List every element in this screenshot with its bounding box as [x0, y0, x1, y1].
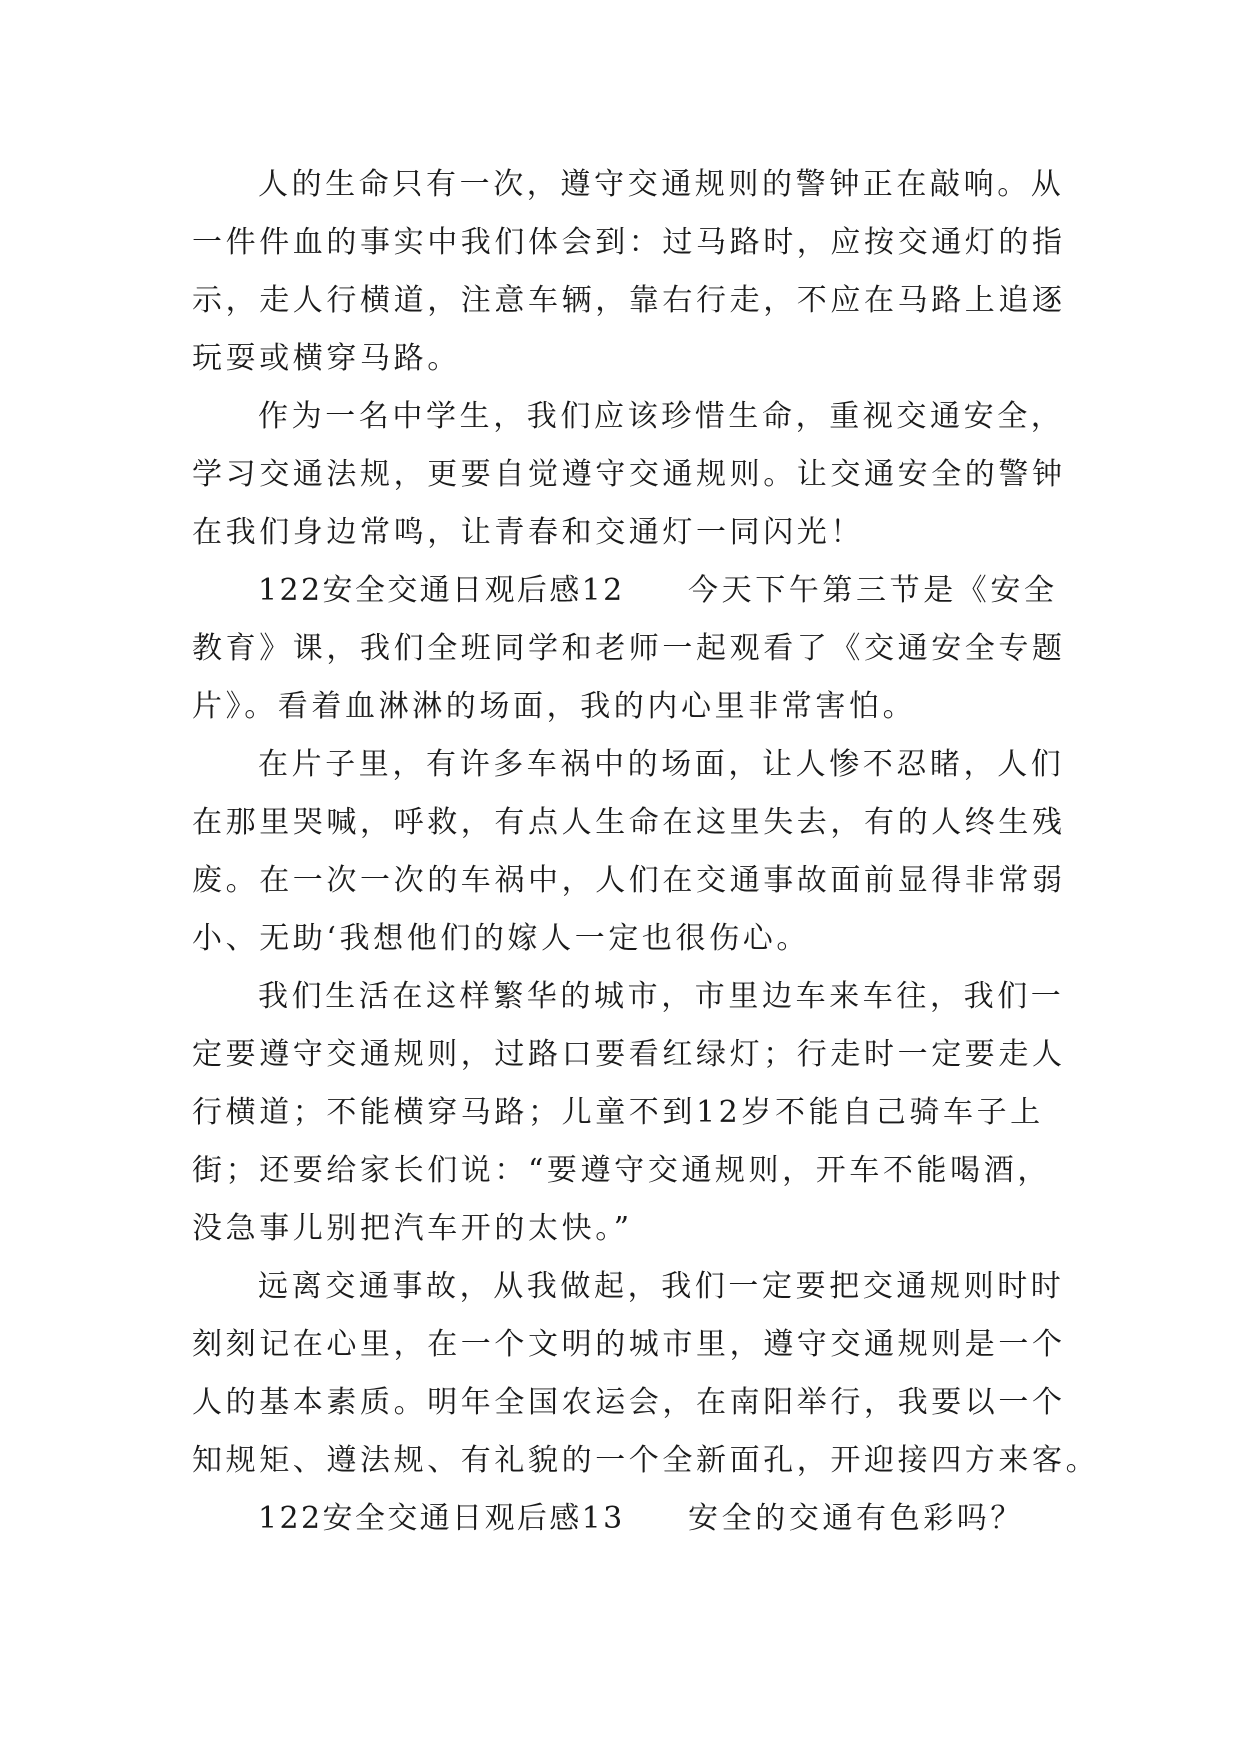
document-body: [192, 156, 1100, 1548]
paragraph-line: 一件件血的事实中我们体会到：过马路时，应按交通灯的指: [192, 225, 1066, 260]
paragraph-line: 教育》课，我们全班同学和老师一起观看了《交通安全专题: [192, 631, 1066, 666]
paragraph-line: 废。在一次一次的车祸中，人们在交通事故面前显得非常弱: [192, 863, 1066, 898]
section-lead-text: 今天下午第三节是《安全: [688, 573, 1058, 608]
section-lead-text: 安全的交通有色彩吗？: [688, 1501, 1024, 1536]
paragraph-line: 定要遵守交通规则，过路口要看红绿灯；行走时一定要走人: [192, 1037, 1066, 1072]
section-heading: 122安全交通日观后感12: [258, 573, 625, 608]
section-heading-line: [192, 562, 1058, 620]
paragraph-line: 在我们身边常鸣，让青春和交通灯一同闪光！: [192, 515, 864, 550]
section-heading: 122安全交通日观后感13: [258, 1501, 625, 1536]
paragraph-line: 作为一名中学生，我们应该珍惜生命，重视交通安全，: [258, 399, 1065, 434]
paragraph-line: 片》。看着血淋淋的场面，我的内心里非常害怕。: [192, 689, 917, 724]
paragraph-line: 远离交通事故，从我做起，我们一定要把交通规则时时: [258, 1269, 1065, 1304]
paragraph-line: 在片子里，有许多车祸中的场面，让人惨不忍睹，人们: [258, 747, 1065, 782]
paragraph-line: 示，走人行横道，注意车辆，靠右行走，不应在马路上追逐: [192, 283, 1066, 318]
paragraph-line: 刻刻记在心里，在一个文明的城市里，遵守交通规则是一个: [192, 1327, 1066, 1362]
paragraph-line: 没急事儿别把汽车开的太快。”: [192, 1211, 633, 1246]
paragraph-line: 我们生活在这样繁华的城市，市里边车来车往，我们一: [258, 979, 1065, 1014]
paragraph-line: 行横道；不能横穿马路；儿童不到12岁不能自己骑车子上: [192, 1095, 1044, 1130]
paragraph-line: 在那里哭喊，呼救，有点人生命在这里失去，有的人终生残: [192, 805, 1066, 840]
paragraph-line: 玩耍或横穿马路。: [192, 341, 461, 376]
section-heading-line: [192, 1490, 1058, 1548]
paragraph-line: 知规矩、遵法规、有礼貌的一个全新面孔，开迎接四方来客。: [192, 1443, 1100, 1478]
paragraph-line: 街；还要给家长们说：“要遵守交通规则，开车不能喝酒，: [192, 1153, 1051, 1188]
paragraph-line: 人的生命只有一次，遵守交通规则的警钟正在敲响。从: [258, 167, 1065, 202]
paragraph-line: 人的基本素质。明年全国农运会，在南阳举行，我要以一个: [192, 1385, 1066, 1420]
paragraph-line: 学习交通法规，更要自觉遵守交通规则。让交通安全的警钟: [192, 457, 1066, 492]
paragraph-line: 小、无助‘我想他们的嫁人一定也很伤心。: [192, 921, 810, 956]
